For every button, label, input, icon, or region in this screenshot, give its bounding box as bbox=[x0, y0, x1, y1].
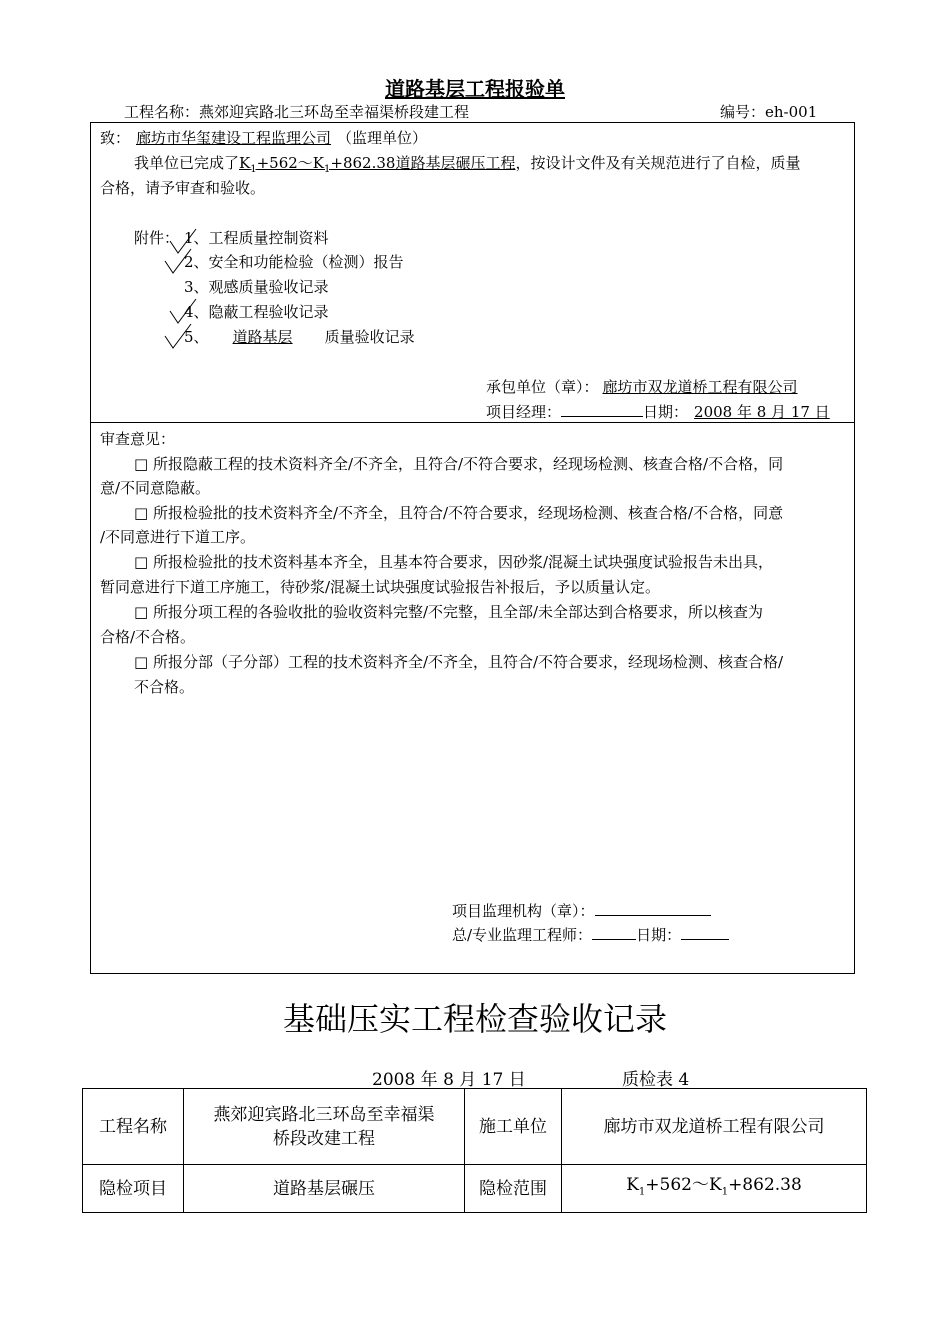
project-label: 工程名称： bbox=[124, 103, 200, 121]
review-item-5a: □ 所报分部（子分部）工程的技术资料齐全/不齐全，且符合/不符合要求，经现场检测、核查合格/ bbox=[134, 653, 784, 671]
form2-date: 2008 年 8 月 17 日 bbox=[372, 1070, 526, 1090]
inspection-item-cell: 道路基层碾压 bbox=[184, 1165, 465, 1213]
table-row bbox=[83, 1089, 867, 1165]
contractor-name: 廊坊市双龙道桥工程有限公司 bbox=[602, 378, 798, 396]
supervision-blank bbox=[595, 901, 711, 916]
attachment-1: 1、工程质量控制资料 bbox=[184, 229, 329, 247]
pm-date-line bbox=[486, 401, 832, 422]
number-label: 编号： bbox=[720, 103, 766, 121]
date-blank-2 bbox=[681, 925, 729, 940]
review-item-4a: □ 所报分项工程的各验收批的验收资料完整/不完整，且全部/未全部达到合格要求，所以核查为 bbox=[134, 603, 764, 621]
engineer-label: 总/专业监理工程师： bbox=[452, 926, 593, 944]
review-item-3a: □ 所报检验批的技术资料基本齐全，且基本符合要求，因砂浆/混凝土试块强度试验报告未出具， bbox=[134, 553, 773, 571]
project-name-header: 工程名称 bbox=[83, 1089, 184, 1165]
attachment-3: 3、观感质量验收记录 bbox=[184, 278, 329, 296]
form-number bbox=[720, 101, 817, 122]
supervision-label: 项目监理机构（章）： bbox=[452, 902, 595, 920]
form2-number: 质检表 4 bbox=[622, 1070, 690, 1090]
check-mark-icon bbox=[163, 322, 193, 352]
form1-title: 道路基层工程报验单 bbox=[385, 77, 565, 101]
review-item-5b: 不合格。 bbox=[134, 678, 195, 696]
contractor-label: 承包单位（章）： bbox=[486, 378, 599, 396]
to-company: 廊坊市华玺建设工程监理公司 bbox=[136, 129, 332, 147]
review-item-4b: 合格/不合格。 bbox=[100, 628, 196, 646]
table-row bbox=[83, 1165, 867, 1213]
to-label: 致： bbox=[100, 129, 131, 147]
attachment-4: 4、隐蔽工程验收记录 bbox=[184, 303, 329, 321]
body-rest-1: ，按设计文件及有关规范进行了自检，质量 bbox=[515, 154, 801, 172]
to-suffix: （监理单位） bbox=[337, 129, 428, 147]
body-range: $K_1+562\sim K_1+862.38$道路基层碾压工程 bbox=[239, 154, 516, 175]
contractor-header: 施工单位 bbox=[465, 1089, 562, 1165]
review-item-2b: /不同意进行下道工序。 bbox=[100, 528, 256, 546]
number-value: eh-001 bbox=[765, 103, 818, 121]
review-item-3b: 暂同意进行下道工序施工，待砂浆/混凝土试块强度试验报告补报后，予以质量认定。 bbox=[100, 578, 661, 596]
review-label: 审查意见： bbox=[100, 430, 176, 448]
report-date: 2008 年 8 月 17 日 bbox=[694, 403, 830, 421]
project-name: 燕郊迎宾路北三环岛至幸福渠桥段建工程 bbox=[199, 103, 470, 121]
pm-blank bbox=[561, 402, 643, 417]
contractor-line bbox=[486, 376, 802, 397]
body-prefix: 我单位已完成了 bbox=[134, 154, 240, 172]
body-line-1 bbox=[134, 152, 800, 175]
inspection-range-header: 隐检范围 bbox=[465, 1165, 562, 1213]
supervision-line bbox=[452, 900, 711, 921]
report-form-frame bbox=[90, 122, 855, 974]
body-work: 道路基层碾压工程 bbox=[395, 154, 516, 172]
project-name-cell: 燕郊迎宾路北三环岛至幸福渠 桥段改建工程 bbox=[184, 1089, 465, 1165]
engineer-line bbox=[452, 924, 729, 945]
attachment-5-fill: 道路基层 bbox=[232, 328, 293, 346]
form2-title: 基础压实工程检查验收记录 bbox=[282, 1000, 667, 1038]
attachment-5: 5、 道路基层 质量验收记录 bbox=[184, 328, 415, 346]
addressee-line bbox=[100, 127, 427, 148]
section-divider bbox=[90, 422, 855, 423]
project-name-line bbox=[124, 101, 469, 122]
pm-label: 项目经理： bbox=[486, 403, 562, 421]
attachment-2: 2、安全和功能检验（检测）报告 bbox=[184, 253, 404, 271]
attachments-label: 附件： bbox=[134, 229, 180, 247]
review-item-1a: □ 所报隐蔽工程的技术资料齐全/不齐全，且符合/不符合要求，经现场检测、核查合格/不合格，同 bbox=[134, 455, 784, 473]
inspection-table bbox=[82, 1088, 867, 1213]
review-item-1b: 意/不同意隐蔽。 bbox=[100, 479, 211, 497]
date-label-2: 日期： bbox=[636, 926, 682, 944]
contractor-cell: 廊坊市双龙道桥工程有限公司 bbox=[562, 1089, 867, 1165]
review-item-2a: □ 所报检验批的技术资料齐全/不齐全，且符合/不符合要求，经现场检测、核查合格/不合格，同意 bbox=[134, 504, 784, 522]
date-label: 日期： bbox=[643, 403, 689, 421]
inspection-range-cell: $K_1+562\sim K_1+862.38$ bbox=[562, 1165, 867, 1213]
check-mark-icon bbox=[163, 247, 193, 277]
engineer-blank bbox=[592, 925, 636, 940]
body-line-2: 合格，请予审查和验收。 bbox=[100, 179, 266, 197]
inspection-item-header: 隐检项目 bbox=[83, 1165, 184, 1213]
